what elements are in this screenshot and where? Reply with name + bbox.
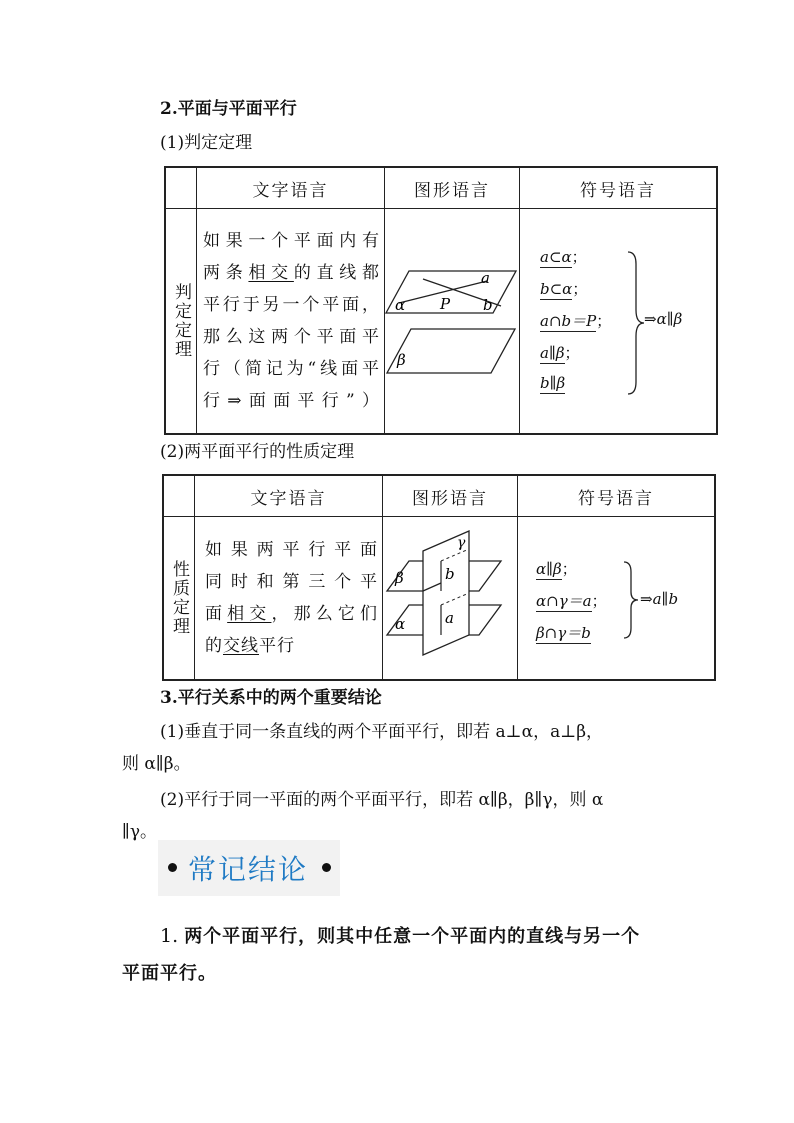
symbol-line: a⊂α； (540, 247, 587, 266)
conclusion-line: 平面平行。 (122, 963, 217, 984)
header-symbol-language: 符号语言 (518, 475, 716, 517)
paragraph-line: 则 α∥β。 (122, 754, 191, 774)
section-title: 2.平面与平面平行 (160, 99, 297, 119)
badge-label: 常记结论 (188, 853, 309, 886)
text-cell (197, 209, 385, 435)
three-planes-figure (383, 517, 517, 674)
side-label-cell (165, 209, 197, 435)
label-gamma: γ (457, 535, 466, 551)
symbol-block (518, 520, 714, 677)
symbol-line: α∥β； (536, 559, 577, 578)
symbol-block (520, 212, 716, 431)
label-b: b (445, 565, 455, 583)
symbol-line: b∥β (540, 373, 566, 392)
property-table (162, 474, 716, 681)
header-figure-language: 图形语言 (383, 475, 518, 517)
text-line: 的交线平行 (205, 636, 295, 656)
conclusion-number: 1. (160, 925, 179, 947)
common-conclusions-badge (158, 840, 340, 896)
right-brace-icon (626, 250, 646, 396)
conclusion-text: 两个平面平行，则其中任意一个平面内的直线与另一个 (184, 926, 641, 947)
text-line: 行⇒面面平行”） (203, 391, 380, 411)
text-line: 如果一个平面内有 (203, 231, 380, 251)
symbol-cell (520, 209, 718, 435)
plane-alpha (386, 271, 516, 313)
label-a: a (481, 269, 490, 287)
text-cell (195, 517, 383, 681)
paragraph-line: ∥γ。 (122, 822, 158, 842)
symbol-line: β∩γ＝b (536, 623, 591, 642)
corner-cell (163, 475, 195, 517)
conclusion-line (160, 924, 640, 949)
label-alpha: α (395, 296, 406, 314)
plane-beta (387, 329, 515, 373)
bullet-dot-icon (322, 863, 331, 872)
text-line: 面相交，那么它们 (205, 604, 379, 624)
symbol-line: α∩γ＝a； (536, 591, 607, 610)
label-P: P (440, 295, 451, 313)
paragraph-line: (1)垂直于同一条直线的两个平面平行，即若 a⊥α，a⊥β， (160, 722, 604, 742)
side-label-cell (163, 517, 195, 681)
text-line: 行（简记为“线面平 (203, 359, 380, 379)
theorem-text (197, 225, 384, 417)
text-line: 同时和第三个平 (205, 572, 378, 592)
side-label: 性质定理 (169, 560, 189, 636)
figure-cell (383, 517, 518, 681)
header-figure-language: 图形语言 (385, 167, 520, 209)
corner-cell (165, 167, 197, 209)
symbol-line: a∥β； (540, 343, 580, 362)
text-line: 两条相交的直线都 (203, 263, 381, 283)
conclusion-symbol: ⇒α∥β (644, 309, 683, 328)
subsection-title: (2)两平面平行的性质定理 (160, 442, 355, 462)
symbol-cell (518, 517, 716, 681)
subsection-title: (1)判定定理 (160, 133, 253, 153)
text-line: 那么这两个平面平 (203, 327, 380, 347)
bullet-dot-icon (168, 863, 177, 872)
symbol-line: b⊂α； (540, 279, 588, 298)
paragraph-line: (2)平行于同一平面的两个平面平行，即若 α∥β，β∥γ，则 α (160, 790, 604, 810)
symbol-line: a∩b＝P； (540, 311, 612, 330)
theorem-text (195, 534, 382, 662)
table-header-row (165, 167, 717, 209)
label-alpha: α (395, 615, 406, 633)
table-row (163, 517, 715, 681)
header-text-language: 文字语言 (195, 475, 383, 517)
text-line: 如果两平行平面 (205, 540, 378, 560)
table-row (165, 209, 717, 435)
side-label: 判定定理 (171, 283, 191, 359)
table-header-row (163, 475, 715, 517)
figure-cell (385, 209, 520, 435)
header-symbol-language: 符号语言 (520, 167, 718, 209)
text-line: 平行于另一个平面， (203, 295, 380, 315)
label-a: a (445, 609, 454, 627)
criterion-table (164, 166, 718, 435)
right-brace-icon (622, 560, 640, 640)
label-b: b (483, 296, 493, 314)
section-title: 3.平行关系中的两个重要结论 (160, 688, 382, 708)
header-text-language: 文字语言 (197, 167, 385, 209)
parallel-planes-figure (385, 209, 519, 428)
label-beta: β (397, 351, 406, 369)
conclusion-symbol: ⇒a∥b (640, 589, 679, 608)
label-beta: β (395, 569, 404, 587)
